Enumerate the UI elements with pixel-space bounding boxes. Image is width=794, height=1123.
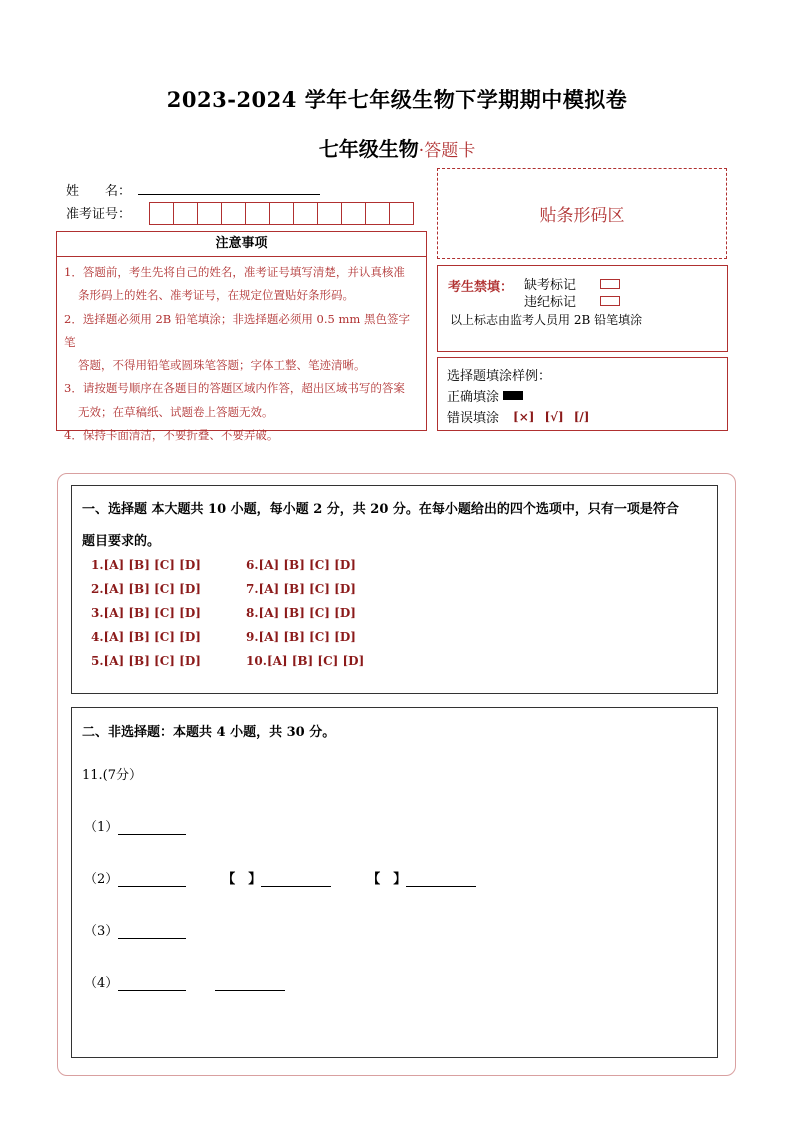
absent-mark-box[interactable] xyxy=(600,279,620,289)
notice-item: 1．答题前，考生先将自己的姓名，准考证号填写清楚，并认真核准 xyxy=(64,265,405,279)
answer-row-3: （3） xyxy=(84,920,186,939)
choice-row-q4[interactable]: 4.[A] [B] [C] [D] xyxy=(91,630,201,644)
notice-item: 答题，不得用铅笔或圆珠笔答题；字体工整、笔迹清晰。 xyxy=(78,358,366,373)
exam-id-digit-box[interactable] xyxy=(197,202,222,225)
exam-id-label: 准考证号： xyxy=(66,207,132,222)
exam-id-digit-box[interactable] xyxy=(149,202,174,225)
subtitle-main: 七年级生物 xyxy=(318,137,419,161)
choice-row-q9[interactable]: 9.[A] [B] [C] [D] xyxy=(246,630,356,644)
proctor-mark-label: 考生禁填： xyxy=(448,280,514,295)
bracket-blank[interactable]: 【 】 xyxy=(367,872,407,887)
wrong-fill-label: 错误填涂 xyxy=(447,411,500,426)
violation-mark-label: 违纪标记 xyxy=(524,295,577,310)
answer-blank[interactable] xyxy=(118,874,186,887)
notice-item: 条形码上的姓名、准考证号，在规定位置贴好条形码。 xyxy=(78,288,354,303)
correct-fill-row xyxy=(447,386,523,405)
notice-item: 4．保持卡面清洁，不要折叠、不要弄破。 xyxy=(64,428,279,443)
answer-row-1: （1） xyxy=(84,816,186,835)
name-field[interactable] xyxy=(138,194,320,195)
proctor-mark-note: 以上标志由监考人员用 2B 铅笔填涂 xyxy=(450,313,643,327)
answer-blank[interactable] xyxy=(261,874,331,887)
answer-blank[interactable] xyxy=(118,978,186,991)
answer-blank[interactable] xyxy=(118,926,186,939)
choice-row-q10[interactable]: 10.[A] [B] [C] [D] xyxy=(246,654,365,668)
violation-mark-box[interactable] xyxy=(600,296,620,306)
exam-id-digit-box[interactable] xyxy=(245,202,270,225)
wrong-mark-slash: [/] xyxy=(573,409,590,424)
section1-heading-line1: 一、选择题 本大题共 10 小题，每小题 2 分，共 20 分。在每小题给出的四个选项中，只有一项是符合 xyxy=(82,502,679,517)
barcode-label: 贴条形码区 xyxy=(539,206,625,226)
proctor-mark-box xyxy=(437,265,728,352)
notice-item: 3．请按题号顺序在各题目的答题区域内作答，超出区域书写的答案 xyxy=(64,381,405,396)
wrong-mark-check: [√] xyxy=(544,409,564,424)
notice-item: 无效；在草稿纸、试题卷上答题无效。 xyxy=(78,404,274,419)
choice-row-q3[interactable]: 3.[A] [B] [C] [D] xyxy=(91,606,201,620)
choice-row-q8[interactable]: 8.[A] [B] [C] [D] xyxy=(246,606,356,620)
subtitle-tail: ·答题卡 xyxy=(418,141,476,161)
absent-mark-label: 缺考标记 xyxy=(524,278,577,293)
exam-id-digit-box[interactable] xyxy=(269,202,294,225)
violation-mark-row xyxy=(524,291,620,310)
exam-id-digit-box[interactable] xyxy=(317,202,342,225)
fill-sample-title: 选择题填涂样例： xyxy=(447,369,552,384)
exam-id-digit-box[interactable] xyxy=(173,202,198,225)
choice-row-q6[interactable]: 6.[A] [B] [C] [D] xyxy=(246,558,356,572)
exam-id-digit-box[interactable] xyxy=(389,202,414,225)
exam-id-digit-box[interactable] xyxy=(365,202,390,225)
answer-blank[interactable] xyxy=(406,874,476,887)
name-label: 姓 名： xyxy=(66,184,132,199)
wrong-mark-cross: [×] xyxy=(513,409,535,424)
answer-row-4: （4） xyxy=(84,972,285,991)
notice-box xyxy=(56,231,427,443)
correct-fill-label: 正确填涂 xyxy=(447,390,500,405)
bracket-blank[interactable]: 【 】 xyxy=(222,872,262,887)
notice-body xyxy=(57,257,426,447)
section1-heading-line2: 题目要求的。 xyxy=(82,534,161,549)
barcode-area xyxy=(437,168,727,259)
exam-id-digit-box[interactable] xyxy=(293,202,318,225)
exam-id-boxes[interactable] xyxy=(150,202,414,225)
choice-row-q2[interactable]: 2.[A] [B] [C] [D] xyxy=(91,582,201,596)
section2-heading: 二、非选择题：本题共 4 小题，共 30 分。 xyxy=(82,725,336,740)
page-subtitle xyxy=(0,133,794,162)
question-11-label: 11.(7分） xyxy=(82,768,143,783)
choice-row-q1[interactable]: 1.[A] [B] [C] [D] xyxy=(91,558,201,572)
exam-id-digit-box[interactable] xyxy=(221,202,246,225)
notice-heading: 注意事项 xyxy=(57,232,426,257)
answer-blank[interactable] xyxy=(118,822,186,835)
answer-row-2: （2） 【 】 【 】 xyxy=(84,868,476,887)
filled-mark-icon xyxy=(503,391,523,400)
page-title: 2023-2024 学年七年级生物下学期期中模拟卷 xyxy=(166,87,628,112)
notice-item: 2．选择题必须用 2B 铅笔填涂；非选择题必须用 0.5 mm 黑色签字笔 xyxy=(64,311,410,349)
multiple-choice-section xyxy=(71,485,718,694)
choice-row-q5[interactable]: 5.[A] [B] [C] [D] xyxy=(91,654,201,668)
fill-sample-box xyxy=(437,357,728,431)
exam-id-digit-box[interactable] xyxy=(341,202,366,225)
choice-row-q7[interactable]: 7.[A] [B] [C] [D] xyxy=(246,582,356,596)
answer-blank[interactable] xyxy=(215,978,285,991)
wrong-fill-row xyxy=(447,407,589,426)
free-response-section xyxy=(71,707,718,1058)
